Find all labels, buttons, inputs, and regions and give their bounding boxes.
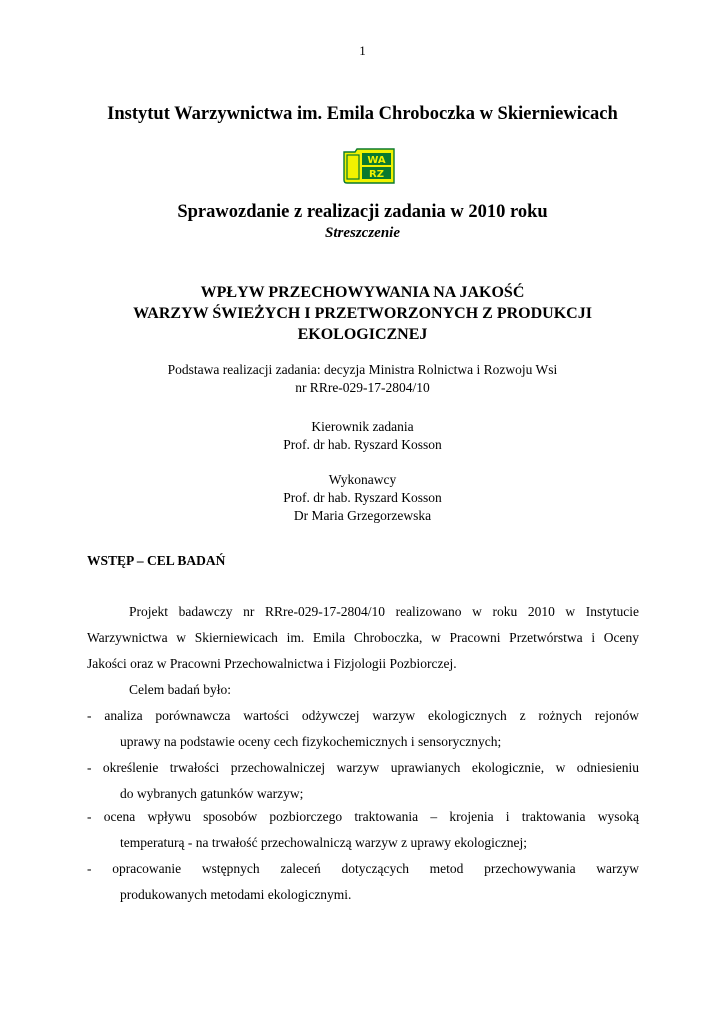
goal-intro-text: Celem badań było: [129,682,231,697]
basis-block [0,361,725,397]
goal-item [87,759,639,803]
basis-number: nr RRre-029-17-2804/10 [295,380,430,395]
inwarz-logo-icon [343,148,395,184]
logo-graphic [343,148,395,184]
goal-line: uprawy na podstawie oceny cech fizykochemicznych i sensorycznych; [120,734,502,749]
goal-intro [87,681,639,699]
goal-line: - opracowanie wstępnych zaleceń dotyczących metod przechowywania warzyw [87,861,639,876]
page-number: 1 [359,43,366,58]
goal-line: temperaturą - na trwałość przechowalniczą warzyw z uprawy ekologicznej; [120,835,528,850]
manager-name: Prof. dr hab. Ryszard Kosson [283,437,442,452]
basis-line: Podstawa realizacji zadania: decyzja Ministra Rolnictwa i Rozwoju Wsi [167,362,558,377]
intro-line: Projekt badawczy nr RRre-029-17-2804/10 realizowano w roku 2010 w Instytucie [129,604,639,619]
goal-item [87,860,639,904]
main-title-line: EKOLOGICZNEJ [297,326,428,343]
goal-line: do wybranych gatunków warzyw; [120,786,304,801]
goal-line: - ocena wpływu sposobów pozbiorczego traktowania – krojenia i traktowania wysoką [87,809,639,824]
goal-line: - określenie trwałości przechowalniczej warzyw uprawianych ekologicznie, w odniesieniu [87,760,639,775]
institute-name: Instytut Warzywnictwa im. Emila Chroboczka w Skierniewicach [107,104,618,124]
intro-paragraph [87,603,639,673]
goal-line: produkowanych metodami ekologicznymi. [120,887,352,902]
logo-text-top: WA [367,155,386,166]
intro-line: Jakości oraz w Pracowni Przechowalnictwa i Fizjologii Pozbiorczej. [87,656,457,671]
main-title-line: WARZYW ŚWIEŻYCH I PRZETWORZONYCH Z PRODUKCJI [133,305,592,322]
goal-item [87,808,639,852]
contractor-name: Prof. dr hab. Ryszard Kosson [283,490,442,505]
manager-block [0,418,725,454]
contractors-label: Wykonawcy [328,472,397,487]
section-heading: WSTĘP – CEL BADAŃ [87,553,226,568]
goal-line: - analiza porównawcza wartości odżywczej warzyw ekologicznych z rożnych rejonów [87,708,639,723]
main-title-line: WPŁYW PRZECHOWYWANIA NA JAKOŚĆ [200,284,525,301]
report-title: Sprawozdanie z realizacji zadania w 2010 roku [177,202,548,222]
contractors-block [0,471,725,525]
logo-text-bottom: RZ [369,169,384,180]
manager-label: Kierownik zadania [311,419,414,434]
contractor-name: Dr Maria Grzegorzewska [293,508,432,523]
summary-label: Streszczenie [325,225,400,241]
goal-item [87,707,639,751]
main-title [0,282,725,345]
intro-line: Warzywnictwa w Skierniewicach im. Emila Chroboczka, w Pracowni Przetwórstwa i Oceny [87,630,639,645]
